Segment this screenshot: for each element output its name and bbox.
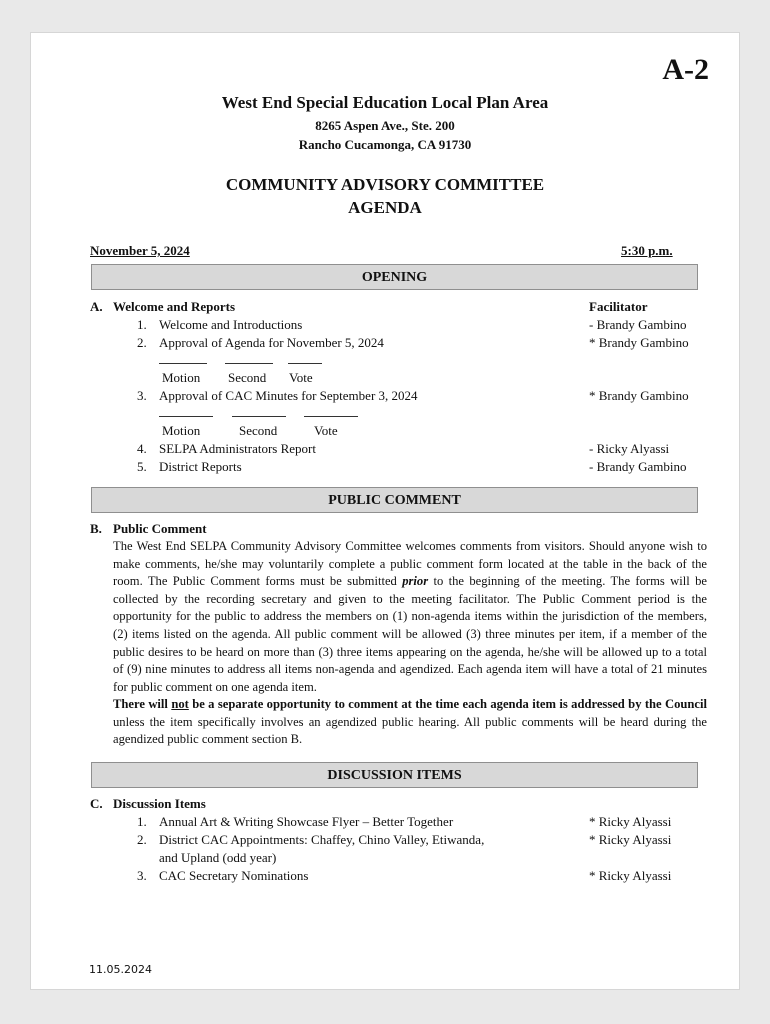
agenda-item: CAC Secretary Nominations	[159, 868, 309, 883]
section-b-letter: B.	[90, 521, 102, 536]
facilitator-heading: Facilitator	[589, 299, 648, 314]
footer-date: 11.05.2024	[89, 963, 152, 976]
item-facilitator: - Brandy Gambino	[589, 459, 687, 474]
notice-not: not	[171, 697, 189, 711]
item-facilitator: - Brandy Gambino	[589, 317, 687, 332]
agenda-item: District CAC Appointments: Chaffey, Chino Valley, Etiwanda,	[159, 832, 485, 847]
public-comment-paragraph	[113, 538, 707, 696]
item-facilitator: * Brandy Gambino	[589, 388, 689, 403]
agenda-page	[30, 32, 740, 990]
item-facilitator: * Brandy Gambino	[589, 335, 689, 350]
item-number: 2.	[137, 335, 147, 350]
agenda-item: District Reports	[159, 459, 242, 474]
notice-bold-a: There will	[113, 697, 168, 711]
item-facilitator: * Ricky Alyassi	[589, 868, 672, 883]
organization-name: West End Special Education Local Plan Area	[221, 93, 549, 112]
notice-rest: unless the item specifically involves an agendized public hearing. All public comments will be heard during the agendized public comment section B.	[113, 714, 707, 747]
agenda-item: Approval of Agenda for November 5, 2024	[159, 335, 384, 350]
section-c-heading: Discussion Items	[113, 796, 206, 811]
section-b-heading: Public Comment	[113, 521, 207, 536]
second-blank	[232, 416, 286, 417]
section-a-heading: Welcome and Reports	[113, 299, 236, 314]
agenda-item: Welcome and Introductions	[159, 317, 303, 332]
agenda-title: AGENDA	[348, 198, 422, 217]
address-line-2: Rancho Cucamonga, CA 91730	[298, 137, 472, 152]
vote-blank	[304, 416, 358, 417]
address-line-1: 8265 Aspen Ave., Ste. 200	[315, 118, 455, 133]
opening-section-band: OPENING	[91, 264, 698, 290]
vote-label: Vote	[289, 370, 313, 385]
meeting-date: November 5, 2024	[90, 243, 190, 258]
committee-title: COMMUNITY ADVISORY COMMITTEE	[225, 175, 545, 194]
item-number: 3.	[137, 868, 147, 883]
motion-label: Motion	[162, 370, 201, 385]
emphasis-prior: prior	[402, 574, 429, 589]
item-number: 4.	[137, 441, 147, 456]
item-number: 2.	[137, 832, 147, 847]
item-number: 1.	[137, 317, 147, 332]
motion-label: Motion	[162, 423, 201, 438]
vote-blank	[288, 363, 322, 364]
meeting-time: 5:30 p.m.	[621, 243, 673, 258]
motion-blank	[159, 416, 213, 417]
vote-label: Vote	[314, 423, 338, 438]
public-comment-notice	[113, 696, 707, 749]
agenda-item: SELPA Administrators Report	[159, 441, 316, 456]
item-facilitator: * Ricky Alyassi	[589, 814, 672, 829]
item-number: 3.	[137, 388, 147, 403]
item-facilitator: - Ricky Alyassi	[589, 441, 670, 456]
second-label: Second	[239, 423, 278, 438]
document-id: A-2	[662, 53, 709, 86]
agenda-item: Approval of CAC Minutes for September 3, 2024	[159, 388, 418, 403]
agenda-item: Annual Art & Writing Showcase Flyer – Better Together	[159, 814, 454, 829]
item-number: 1.	[137, 814, 147, 829]
section-a-letter: A.	[90, 299, 103, 314]
public-comment-section-band: PUBLIC COMMENT	[91, 487, 698, 513]
discussion-section-band: DISCUSSION ITEMS	[91, 762, 698, 788]
public-comment-text-rest: to the beginning of the meeting. The forms will be collected by the recording secretary and given to the meeting facilitator. The Public Comment period is the opportunity for the public to address the members on (1) non-agenda items within the jurisdiction of the members, (2) items listed on the agenda. All public comment will be allowed (3) three minutes per item, if a member of the public desires to be heard on more than (3) three items appearing on the agenda, he/she will be allowed up to a total of (9) nine minutes to address all items non-agenda and agendized. Each agenda item will have a total of 21 minutes for public comment on one agenda item.	[113, 574, 707, 694]
agenda-item-continued: and Upland (odd year)	[159, 850, 277, 865]
motion-blank	[159, 363, 207, 364]
second-label: Second	[228, 370, 267, 385]
item-facilitator: * Ricky Alyassi	[589, 832, 672, 847]
item-number: 5.	[137, 459, 147, 474]
public-comment-text: The West End SELPA Community Advisory Committee welcomes comments from visitors. Should anyone wish to make comments, he/she may voluntarily complete a public comment form located at the table in the back of the room. The Public Comment forms must be submitted	[113, 539, 707, 589]
second-blank	[225, 363, 273, 364]
section-c-letter: C.	[90, 796, 103, 811]
notice-bold-b: be a separate opportunity to comment at the time each agenda item is addressed by the Council	[192, 697, 708, 711]
